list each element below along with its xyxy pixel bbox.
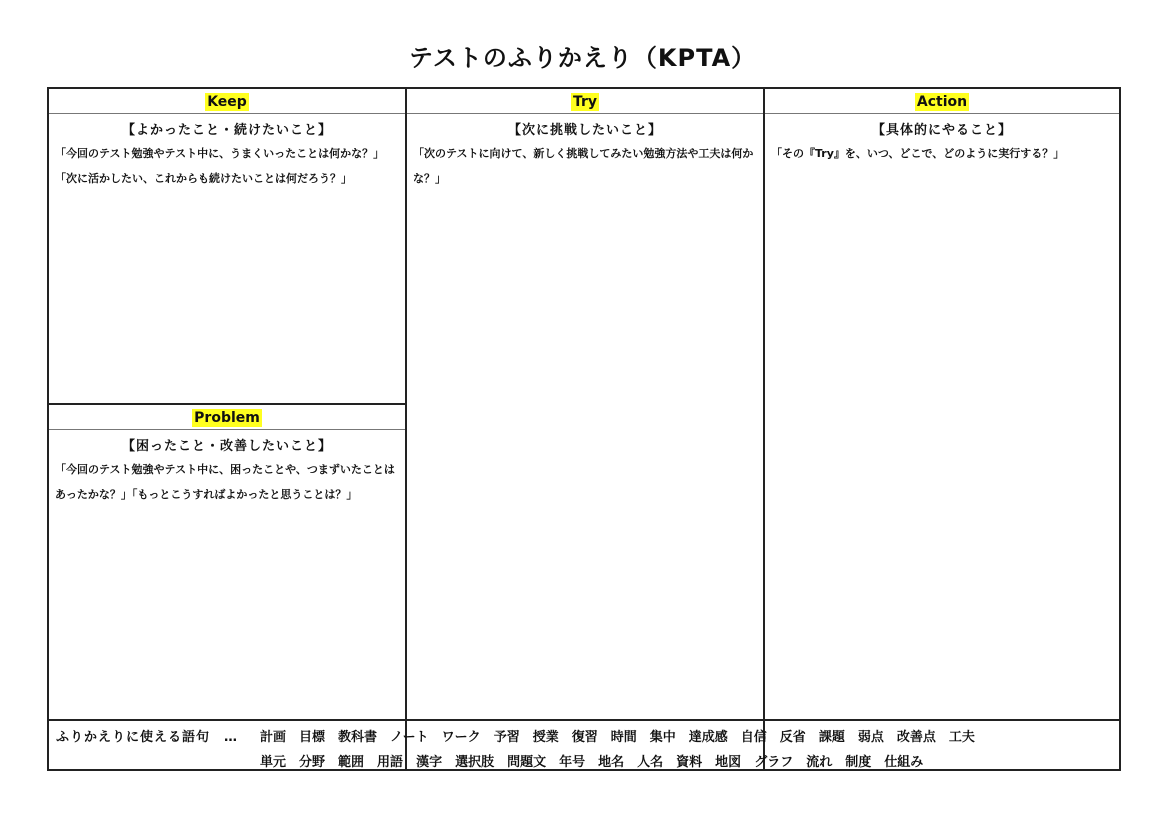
phrase-word: 仕組み bbox=[884, 755, 924, 770]
action-question: 「その『Try』を、いつ、どこで、どのように実行する？」 bbox=[771, 147, 1065, 160]
keep-header bbox=[49, 89, 405, 114]
phrase-word: 改善点 bbox=[896, 730, 936, 745]
phrase-word: 自信 bbox=[740, 730, 767, 745]
action-section[interactable] bbox=[765, 89, 1119, 719]
phrase-row-1 bbox=[260, 726, 1113, 745]
phrase-bank-label: ふりかえりに使える語句 … bbox=[56, 730, 239, 745]
phrase-word: 集中 bbox=[649, 730, 676, 745]
phrase-word: 分野 bbox=[299, 755, 326, 770]
phrase-word: 時間 bbox=[610, 730, 637, 745]
keep-label: Keep bbox=[207, 94, 247, 110]
phrase-word: 地名 bbox=[598, 755, 625, 770]
try-label: Try bbox=[572, 94, 598, 110]
phrase-word: ワーク bbox=[441, 730, 481, 745]
phrase-word: 人名 bbox=[637, 755, 664, 770]
action-subtitle: 【具体的にやること】 bbox=[871, 123, 1012, 138]
problem-header bbox=[49, 405, 405, 430]
phrase-word: 予習 bbox=[493, 730, 520, 745]
middle-column bbox=[407, 89, 765, 769]
phrase-word: 地図 bbox=[715, 755, 742, 770]
phrase-word: 課題 bbox=[818, 730, 845, 745]
phrase-word: 制度 bbox=[845, 755, 872, 770]
keep-section[interactable] bbox=[49, 89, 405, 405]
phrase-word: 反省 bbox=[779, 730, 806, 745]
try-subtitle: 【次に挑戦したいこと】 bbox=[507, 123, 662, 138]
phrase-word: 授業 bbox=[532, 730, 559, 745]
phrase-word: 問題文 bbox=[507, 755, 547, 770]
page-title: テストのふりかえり（KPTA） bbox=[408, 44, 757, 72]
phrase-word: 年号 bbox=[559, 755, 586, 770]
phrase-word: 達成感 bbox=[688, 730, 728, 745]
phrase-word: 資料 bbox=[676, 755, 703, 770]
try-question: 「次のテストに向けて、新しく挑戦してみたい勉強方法や工夫は何かな？」 bbox=[413, 147, 754, 185]
problem-label: Problem bbox=[194, 410, 260, 426]
phrase-word: 復習 bbox=[571, 730, 598, 745]
phrase-word: 漢字 bbox=[416, 755, 443, 770]
phrase-word: 単元 bbox=[260, 755, 287, 770]
phrase-bank bbox=[49, 719, 1119, 769]
phrase-word: ノート bbox=[390, 730, 429, 745]
left-column bbox=[49, 89, 407, 769]
phrase-word: 範囲 bbox=[338, 755, 365, 770]
problem-question: 「今回のテスト勉強やテスト中に、困ったことや、つまずいたことはあったかな？」「もっとこうすればよかったと思うことは？」 bbox=[55, 463, 395, 501]
phrase-row-2 bbox=[260, 751, 1113, 770]
phrase-word: 工夫 bbox=[948, 730, 975, 745]
phrase-word: 用語 bbox=[377, 755, 404, 770]
action-header bbox=[765, 89, 1119, 114]
phrase-word: グラフ bbox=[754, 755, 794, 770]
try-section[interactable] bbox=[407, 89, 763, 719]
kpta-worksheet bbox=[47, 87, 1121, 771]
action-label: Action bbox=[916, 94, 968, 110]
right-column bbox=[765, 89, 1119, 769]
phrase-word: 流れ bbox=[806, 755, 833, 770]
phrase-word: 教科書 bbox=[338, 730, 378, 745]
phrase-word: 選択肢 bbox=[455, 755, 495, 770]
keep-subtitle: 【よかったこと・続けたいこと】 bbox=[121, 123, 332, 138]
try-header bbox=[407, 89, 763, 114]
phrase-word: 目標 bbox=[299, 730, 326, 745]
phrase-word: 弱点 bbox=[857, 730, 884, 745]
phrase-word: 計画 bbox=[260, 730, 287, 745]
problem-section[interactable] bbox=[49, 405, 405, 719]
problem-subtitle: 【困ったこと・改善したいこと】 bbox=[121, 439, 332, 454]
keep-question: 「今回のテスト勉強やテスト中に、うまくいったことは何かな？」「次に活かしたい、これからも続けたいことは何だろう？」 bbox=[55, 147, 385, 185]
